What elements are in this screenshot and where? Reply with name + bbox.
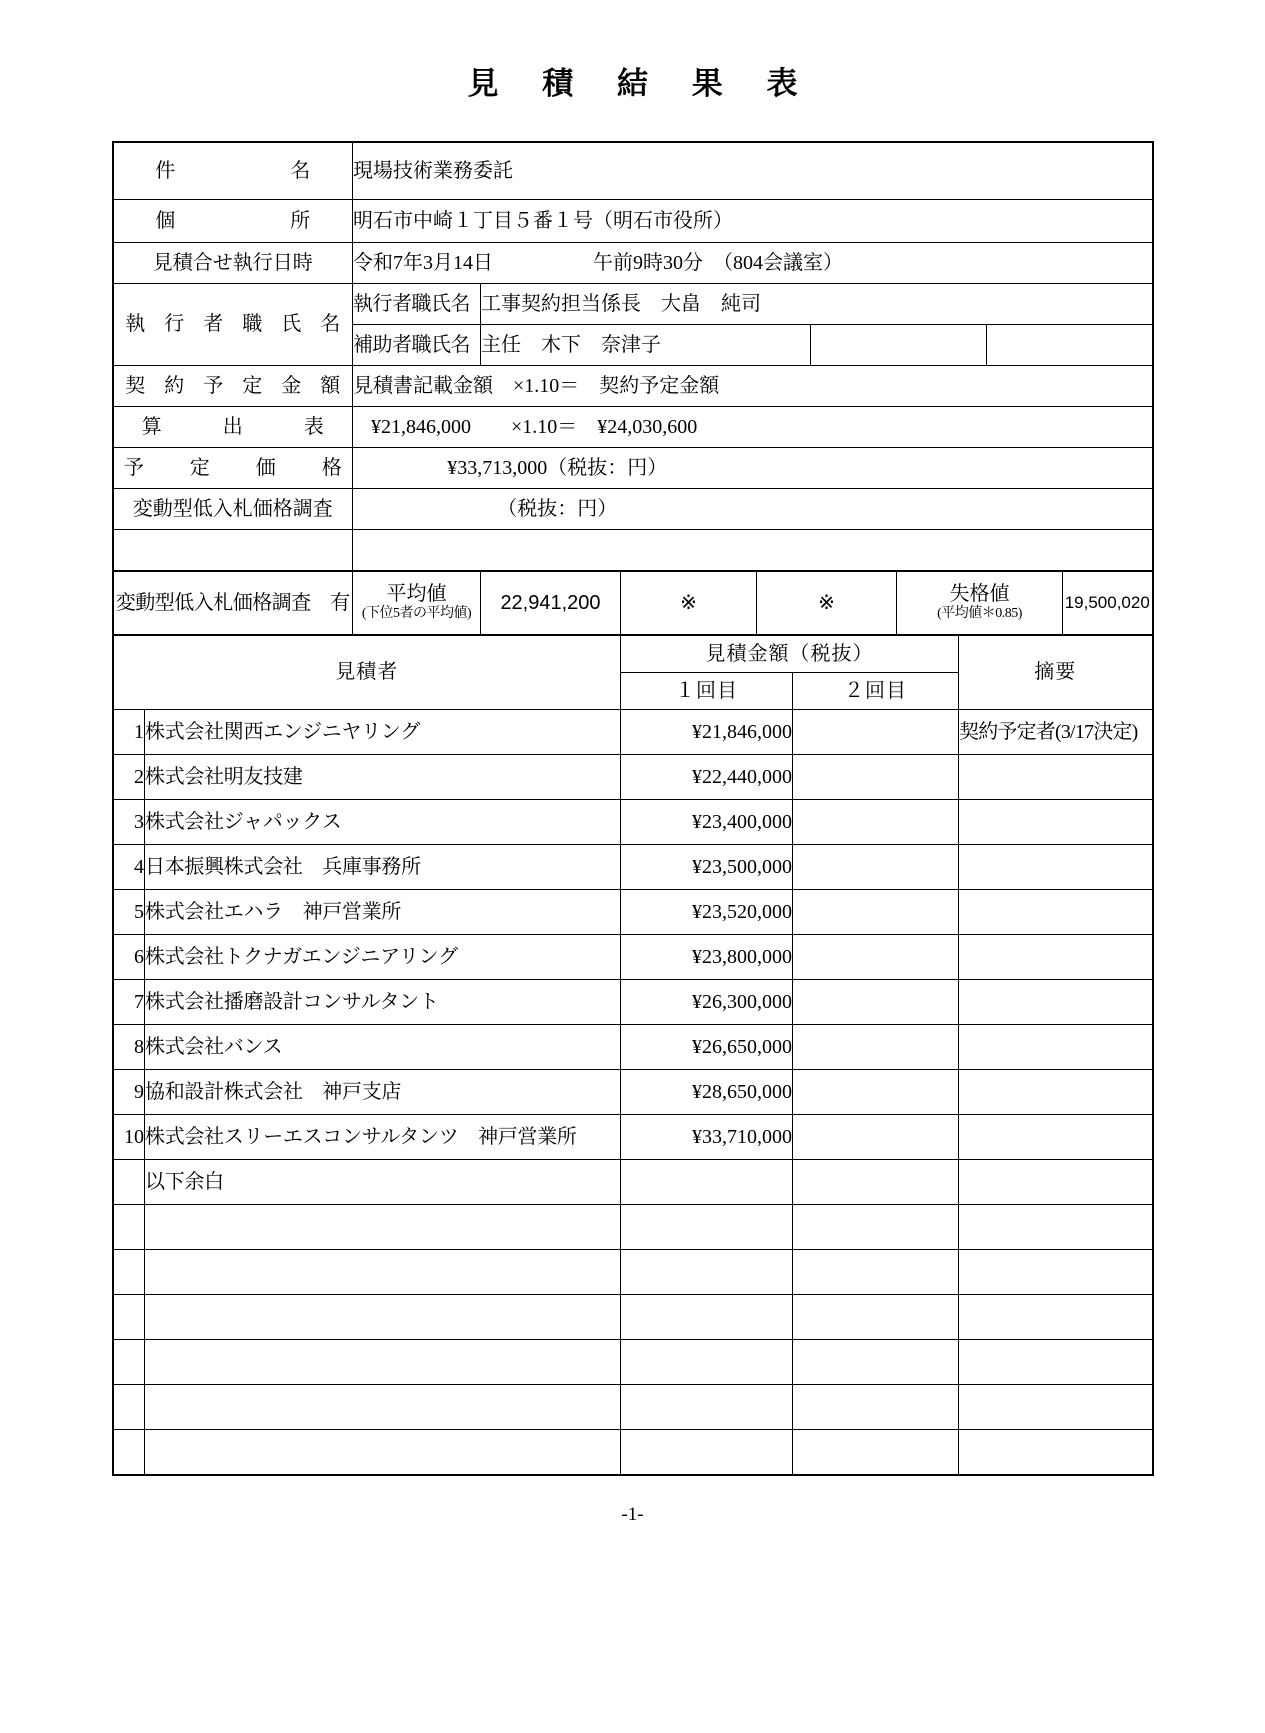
place-row <box>113 200 1153 243</box>
remark-column-header: 摘要 <box>959 635 1153 710</box>
bidder-name: 株式会社エハラ 神戸営業所 <box>145 890 621 935</box>
place-label: 個 所 <box>113 200 353 243</box>
bid-amount-round1: ¥28,650,000 <box>621 1070 793 1115</box>
disqualify-label-sub: (平均値＊0.85) <box>937 606 1022 622</box>
blank-notes-right <box>353 530 1153 572</box>
bid-remark <box>959 845 1153 890</box>
disqualify-label-main: 失格値 <box>949 583 1010 606</box>
bid-amount-round2 <box>793 1070 959 1115</box>
bidder-name: 株式会社スリーエスコンサルタンツ 神戸営業所 <box>145 1115 621 1160</box>
bid-amount-round1: ¥22,440,000 <box>621 755 793 800</box>
bid-amount-round1: ¥23,800,000 <box>621 935 793 980</box>
planned-price-value: ¥33,713,000（税抜：円） <box>353 448 1153 489</box>
bid-remark <box>959 1250 1153 1295</box>
table-row <box>113 890 1153 935</box>
bid-remark <box>959 1295 1153 1340</box>
contract-formula-value-row <box>113 407 1153 448</box>
bid-remark <box>959 800 1153 845</box>
bidder-name: 株式会社ジャパックス <box>145 800 621 845</box>
row-index <box>113 1250 145 1295</box>
row-index <box>113 1385 145 1430</box>
assistant-value: 主任 木下 奈津子 <box>481 325 811 366</box>
bidder-name <box>145 1430 621 1475</box>
contract-calc-label-2: 算 出 表 <box>113 407 353 448</box>
disqualify-value: 19,500,020 <box>1063 571 1153 635</box>
bid-amount-round1: ¥33,710,000 <box>621 1115 793 1160</box>
blank-notes-row <box>113 530 1153 572</box>
table-row <box>113 710 1153 755</box>
table-row <box>113 1385 1153 1430</box>
row-index <box>113 1160 145 1205</box>
average-label <box>353 571 481 635</box>
stats-row <box>113 571 1153 635</box>
bid-remark <box>959 1205 1153 1250</box>
assistant-sub-label: 補助者職氏名 <box>353 325 481 366</box>
bid-amount-round2 <box>793 935 959 980</box>
bid-amount-round2 <box>793 1430 959 1475</box>
header-info-table <box>112 141 1154 572</box>
bid-amount-round2 <box>793 1025 959 1070</box>
bidder-column-header: 見積者 <box>113 635 621 710</box>
row-index <box>113 1205 145 1250</box>
bid-remark <box>959 980 1153 1025</box>
contract-calc-label-1: 契 約 予 定 金 額 <box>113 366 353 407</box>
assistant-blank-1 <box>811 325 987 366</box>
bidder-name: 以下余白 <box>145 1160 621 1205</box>
table-row <box>113 800 1153 845</box>
contract-formula-header: 見積書記載金額 ×1.10＝ 契約予定金額 <box>353 366 1153 407</box>
bid-rows-body <box>113 710 1153 1475</box>
row-index <box>113 1340 145 1385</box>
bid-remark <box>959 1160 1153 1205</box>
table-row <box>113 1070 1153 1115</box>
bid-remark: 契約予定者(3/17決定) <box>959 710 1153 755</box>
row-index: 4 <box>113 845 145 890</box>
average-label-sub: (下位5者の平均値) <box>361 606 472 622</box>
table-row <box>113 845 1153 890</box>
bid-remark <box>959 1385 1153 1430</box>
round1-column-header: １回目 <box>621 673 793 710</box>
bid-remark <box>959 1115 1153 1160</box>
row-index <box>113 1430 145 1475</box>
row-index: 8 <box>113 1025 145 1070</box>
survey-status-label: 変動型低入札価格調査 有 <box>113 571 353 635</box>
row-index: 3 <box>113 800 145 845</box>
bid-amount-round1: ¥23,500,000 <box>621 845 793 890</box>
table-row <box>113 1160 1153 1205</box>
bid-amount-round2 <box>793 1205 959 1250</box>
datetime-label: 見積合せ執行日時 <box>113 243 353 284</box>
bidder-name: 株式会社明友技建 <box>145 755 621 800</box>
subject-label: 件 名 <box>113 142 353 200</box>
table-row <box>113 1340 1153 1385</box>
bid-header-row-1 <box>113 635 1153 673</box>
bidder-name: 日本振興株式会社 兵庫事務所 <box>145 845 621 890</box>
bid-amount-round2 <box>793 1340 959 1385</box>
amount-column-header: 見積金額（税抜） <box>621 635 959 673</box>
blank-notes-left <box>113 530 353 572</box>
table-row <box>113 1025 1153 1070</box>
assistant-blank-2 <box>987 325 1153 366</box>
bid-amount-round2 <box>793 1160 959 1205</box>
bidder-name <box>145 1295 621 1340</box>
mark-cell-2: ※ <box>757 571 897 635</box>
row-index: 1 <box>113 710 145 755</box>
bid-amount-round1: ¥23,520,000 <box>621 890 793 935</box>
bidder-name: 株式会社バンス <box>145 1025 621 1070</box>
bid-remark <box>959 1070 1153 1115</box>
planned-price-row <box>113 448 1153 489</box>
bid-amount-round1 <box>621 1295 793 1340</box>
mark-cell-1: ※ <box>621 571 757 635</box>
row-index: 6 <box>113 935 145 980</box>
contract-formula-header-row <box>113 366 1153 407</box>
bidder-name: 協和設計株式会社 神戸支店 <box>145 1070 621 1115</box>
bid-amount-round2 <box>793 800 959 845</box>
bid-remark <box>959 755 1153 800</box>
bid-results-table <box>112 634 1154 1476</box>
bid-amount-round2 <box>793 1385 959 1430</box>
bidder-name <box>145 1340 621 1385</box>
low-bid-survey-row <box>113 489 1153 530</box>
bid-amount-round1 <box>621 1205 793 1250</box>
low-bid-survey-label: 変動型低入札価格調査 <box>113 489 353 530</box>
bid-amount-round1 <box>621 1250 793 1295</box>
average-label-main: 平均値 <box>386 583 447 606</box>
row-index: 5 <box>113 890 145 935</box>
bid-remark <box>959 890 1153 935</box>
subject-value: 現場技術業務委託 <box>353 142 1153 200</box>
bid-remark <box>959 1430 1153 1475</box>
bid-amount-round1: ¥23,400,000 <box>621 800 793 845</box>
table-row <box>113 980 1153 1025</box>
page-title: 見 積 結 果 表 <box>467 66 816 101</box>
table-row <box>113 755 1153 800</box>
bid-amount-round2 <box>793 1115 959 1160</box>
table-row <box>113 1430 1153 1475</box>
bid-amount-round1 <box>621 1430 793 1475</box>
statistics-table <box>112 570 1154 636</box>
contract-formula-value: ¥21,846,000 ×1.10＝ ¥24,030,600 <box>353 407 1153 448</box>
bid-amount-round1 <box>621 1385 793 1430</box>
bid-amount-round1: ¥26,650,000 <box>621 1025 793 1070</box>
average-value: 22,941,200 <box>481 571 621 635</box>
table-row <box>113 1205 1153 1250</box>
bid-remark <box>959 935 1153 980</box>
low-bid-survey-value: （税抜：円） <box>353 489 1153 530</box>
bid-amount-round2 <box>793 710 959 755</box>
row-index: 9 <box>113 1070 145 1115</box>
bid-amount-round1: ¥26,300,000 <box>621 980 793 1025</box>
subject-row <box>113 142 1153 200</box>
round2-column-header: ２回目 <box>793 673 959 710</box>
bid-amount-round2 <box>793 980 959 1025</box>
table-row <box>113 1250 1153 1295</box>
disqualify-label <box>897 571 1063 635</box>
row-index <box>113 1295 145 1340</box>
place-value: 明石市中崎１丁目５番１号（明石市役所） <box>353 200 1153 243</box>
bid-remark <box>959 1025 1153 1070</box>
bidder-name <box>145 1205 621 1250</box>
datetime-row <box>113 243 1153 284</box>
bid-amount-round1 <box>621 1160 793 1205</box>
row-index: 2 <box>113 755 145 800</box>
executor-sub-label: 執行者職氏名 <box>353 284 481 325</box>
executor-value: 工事契約担当係長 大畠 純司 <box>481 284 1153 325</box>
row-index: 10 <box>113 1115 145 1160</box>
bidder-name: 株式会社関西エンジニヤリング <box>145 710 621 755</box>
bidder-name <box>145 1385 621 1430</box>
bid-amount-round2 <box>793 845 959 890</box>
table-row <box>113 935 1153 980</box>
planned-price-label: 予 定 価 格 <box>113 448 353 489</box>
bid-amount-round2 <box>793 890 959 935</box>
bid-amount-round2 <box>793 1295 959 1340</box>
bid-remark <box>959 1340 1153 1385</box>
executor-row <box>113 284 1153 325</box>
executor-label: 執 行 者 職 氏 名 <box>113 284 353 366</box>
row-index: 7 <box>113 980 145 1025</box>
page-number: -1- <box>621 1503 644 1525</box>
bidder-name <box>145 1250 621 1295</box>
bid-amount-round2 <box>793 1250 959 1295</box>
bid-amount-round2 <box>793 755 959 800</box>
datetime-value: 令和7年3月14日 午前9時30分 （804会議室） <box>353 243 1153 284</box>
bid-amount-round1 <box>621 1340 793 1385</box>
bidder-name: 株式会社トクナガエンジニアリング <box>145 935 621 980</box>
bid-amount-round1: ¥21,846,000 <box>621 710 793 755</box>
table-row <box>113 1115 1153 1160</box>
bidder-name: 株式会社播磨設計コンサルタント <box>145 980 621 1025</box>
table-row <box>113 1295 1153 1340</box>
